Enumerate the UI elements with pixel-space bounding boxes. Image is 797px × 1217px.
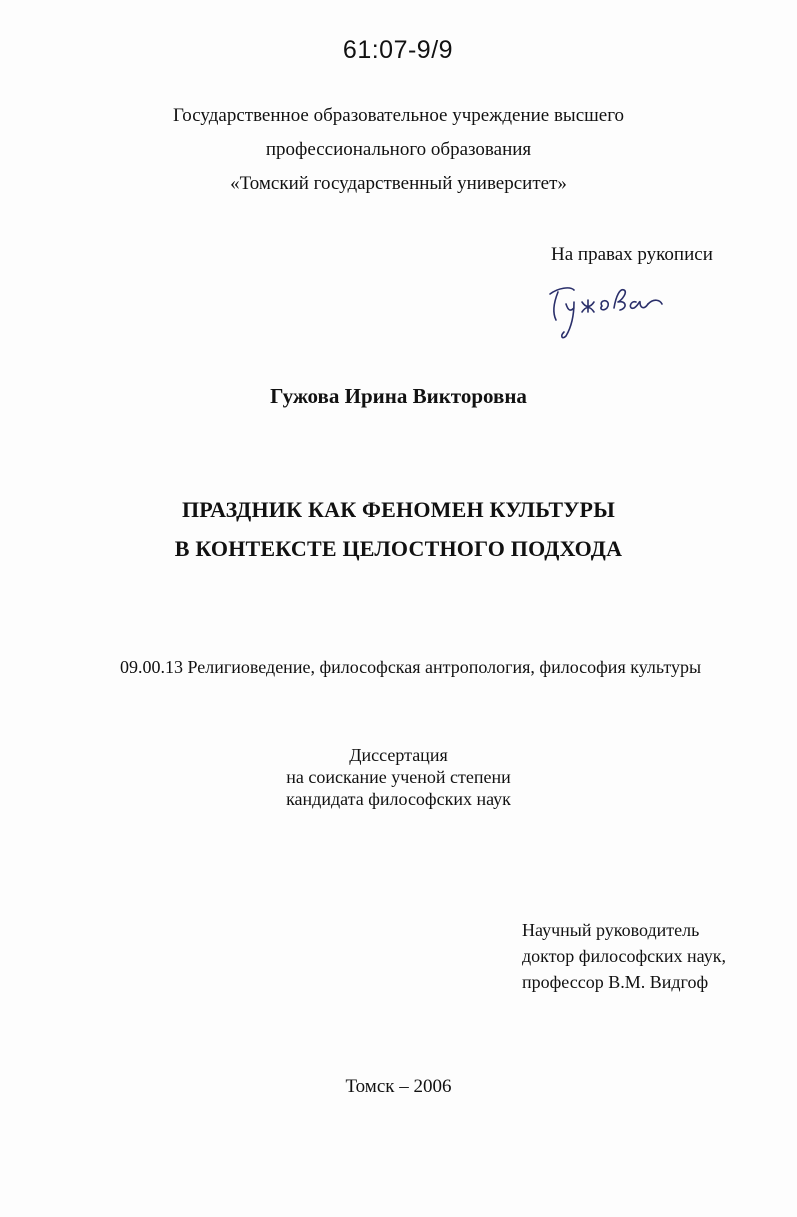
supervisor-line-3: профессор В.М. Видгоф [522,972,709,992]
supervisor-line-1: Научный руководитель [522,920,700,940]
institution-line-3: «Томский государственный университет» [230,173,567,194]
city-year: Томск – 2006 [345,1076,452,1097]
degree-line-1: Диссертация [349,745,448,765]
degree-line-3: кандидата философских наук [286,789,511,809]
supervisor-block [522,917,726,995]
manuscript-note: На правах рукописи [551,244,713,265]
degree-line-2: на соискание ученой степени [286,767,511,787]
supervisor-line-2: доктор философских наук, [522,946,726,966]
author-name: Гужова Ирина Викторовна [270,384,527,408]
institution-block [0,99,797,201]
institution-line-1: Государственное образовательное учреждение высшего [172,105,625,126]
signature-icon [540,278,680,348]
institution-line-2: профессионального образования [265,139,532,160]
specialty-code: 09.00.13 Религиоведение, философская антропология, философия культуры [120,657,702,677]
thesis-title [0,490,797,568]
degree-block [0,744,797,810]
archive-code: 61:07-9/9 [342,36,454,64]
handwritten-signature [540,278,680,348]
thesis-title-line-1: ПРАЗДНИК КАК ФЕНОМЕН КУЛЬТУРЫ [182,497,615,522]
thesis-title-line-2: В КОНТЕКСТЕ ЦЕЛОСТНОГО ПОДХОДА [174,536,623,561]
